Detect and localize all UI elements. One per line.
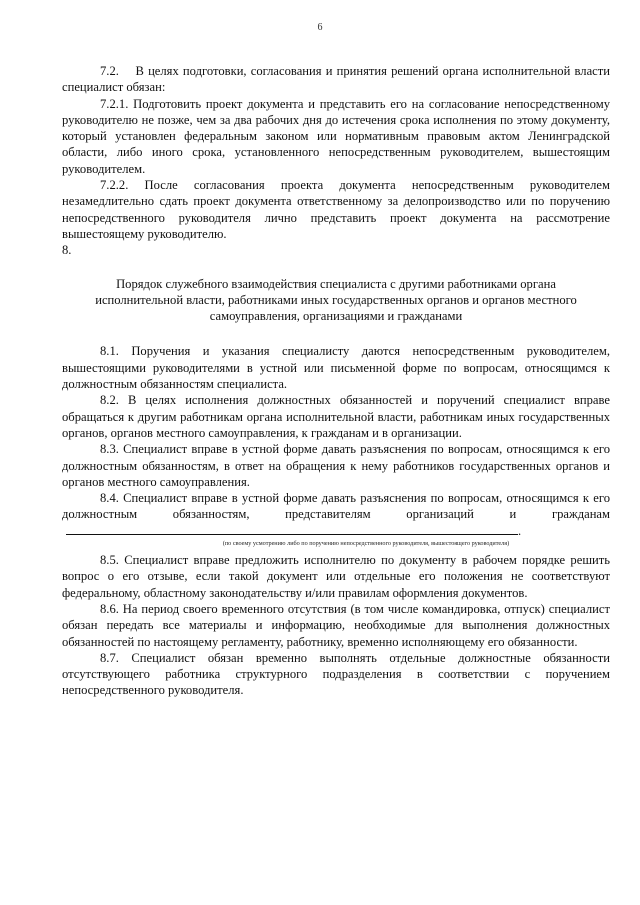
page-number: 6 (317, 22, 323, 33)
document-body (62, 63, 610, 699)
paragraph-8-7: 8.7. Специалист обязан временно выполнять отдельные должностные обязанности отсутствующего работника структурного подразделения в соответствии с поручением непосредственного руководителя. (62, 650, 610, 698)
paragraph-7-2-1: 7.2.1. Подготовить проект документа и представить его на согласование непосредственному руководителю не позже, чем за два рабочих дня до истечения срока исполнения по этому документу, который установлен федеральным законом или нормативным правовым актом Ленинградской области, либо иного срока, установленного непосредственным руководителем, вышестоящим руководителем. (62, 96, 610, 176)
section-8-heading (62, 242, 610, 324)
paragraph-8-1: 8.1. Поручения и указания специалисту даются непосредственным руководителем, вышестоящими руководителями в устной или письменной форме по вопросам, относящимся к должностным обязанностям специалиста. (62, 344, 610, 392)
paragraph-7-2: 7.2. В целях подготовки, согласования и принятия решений органа исполнительной власти специалист обязан: (62, 64, 610, 95)
fill-in-hint: (по своему усмотрению либо по поручению непосредственного руководителя, вышестоящего руководителя) (222, 540, 510, 548)
section-8-title: Порядок служебного взаимодействия специалиста с другими работниками органа исполнительной власти, работниками иных государственных органов и органов местного самоуправления, организациями и гражданами (95, 276, 577, 324)
paragraph-8-3: 8.3. Специалист вправе в устной форме давать разъяснения по вопросам, относящимся к его должностным обязанностям, в ответ на обращения к нему работников государственных органов и органов местного самоуправления. (62, 442, 610, 489)
section-8-number: 8. (62, 243, 72, 258)
paragraph-8-6: 8.6. На период своего временного отсутствия (в том числе командировка, отпуск) специалист обязан передать все материалы и информацию, необходимые для выполнения должностных обязанностей по настоящему регламенту, работнику, временно исполняющему его обязанности. (62, 601, 610, 649)
fill-in-blank-line (66, 523, 518, 535)
paragraph-8-5: 8.5. Специалист вправе предложить исполнителю по документу в рабочем порядке решить вопрос о его отзыве, если такой документ или отдельные его положения не соответствуют федеральному, областному законодательству и/или правилам оформления документов. (62, 553, 610, 600)
paragraph-8-2: 8.2. В целях исполнения должностных обязанностей и поручений специалист вправе обращаться к другим работникам органа исполнительной власти, работникам иных государственных органов, органов местного самоуправления, к гражданам и в организации. (62, 393, 610, 440)
paragraph-8-4-end: . (518, 523, 522, 538)
paragraph-7-2-2: 7.2.2. После согласования проекта документа непосредственным руководителем незамедлительно сдать проект документа ответственному за делопроизводство или по поручению непосредственного руководителя лично представить проект документа на рассмотрение вышестоящему руководителю. (62, 178, 610, 241)
paragraph-8-4-text: 8.4. Специалист вправе в устной форме давать разъяснения по вопросам, относящимся к его должностным обязанностям, представителям организаций и гражданам (62, 491, 610, 522)
paragraph-8-4 (62, 490, 610, 548)
